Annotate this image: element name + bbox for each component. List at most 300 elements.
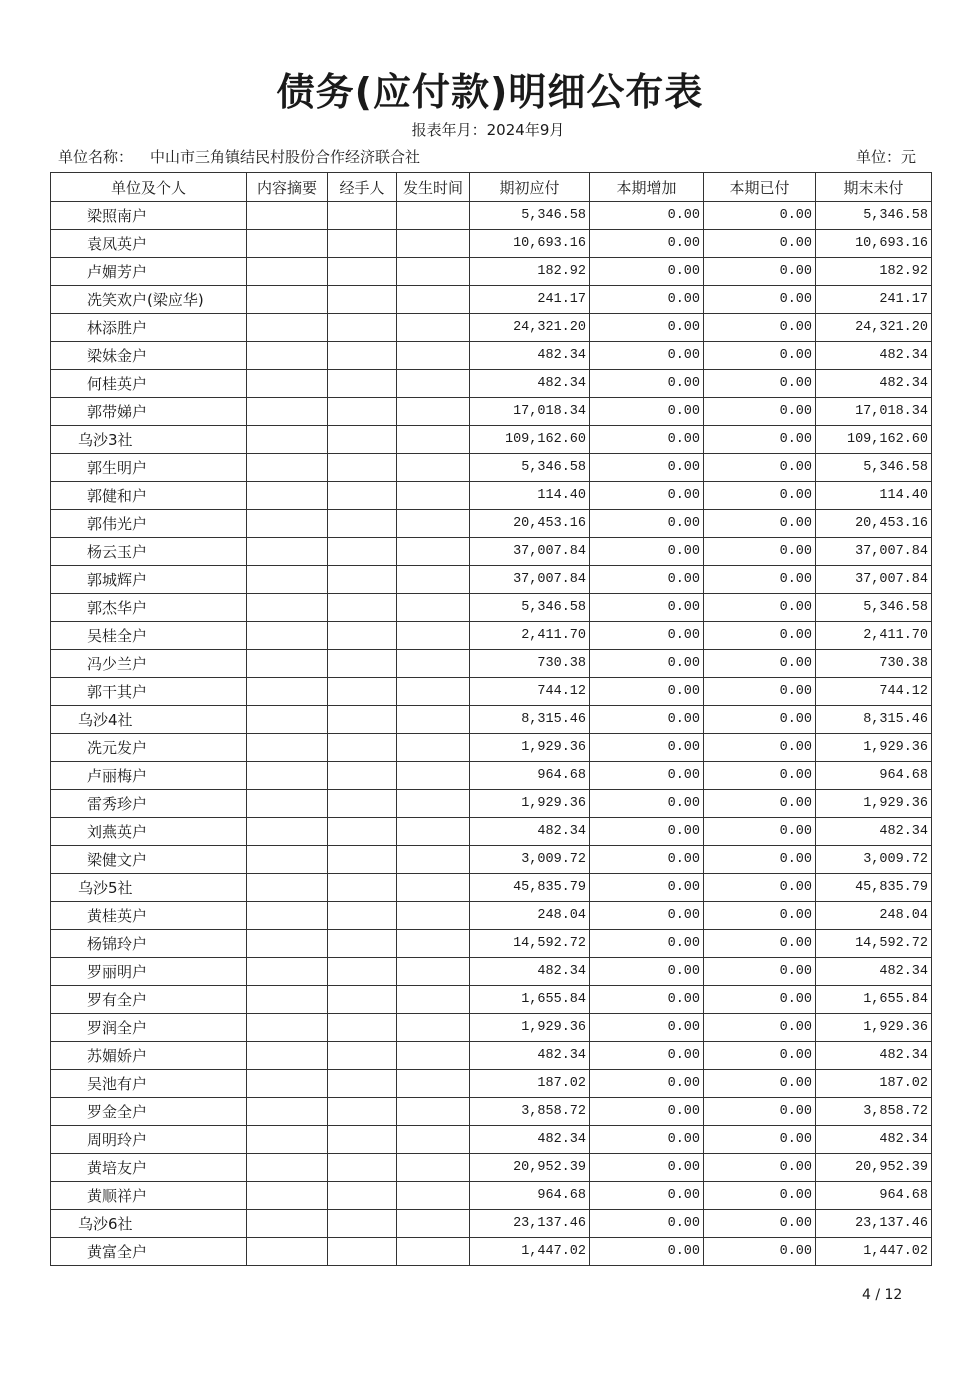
cell-name: 吴桂全户 [51, 622, 247, 650]
cell-date [397, 902, 470, 930]
cell-opening-payable: 1,929.36 [470, 790, 590, 818]
table-row [51, 398, 932, 426]
cell-closing-unpaid: 182.92 [816, 258, 932, 286]
cell-handler [328, 706, 397, 734]
cell-handler [328, 1070, 397, 1098]
table-row [51, 762, 932, 790]
cell-closing-unpaid: 482.34 [816, 370, 932, 398]
cell-opening-payable: 482.34 [470, 1126, 590, 1154]
cell-handler [328, 650, 397, 678]
cell-current-paid: 0.00 [704, 790, 816, 818]
cell-current-increase: 0.00 [590, 566, 704, 594]
cell-name: 黄桂英户 [51, 902, 247, 930]
table-row [51, 286, 932, 314]
cell-closing-unpaid: 964.68 [816, 1182, 932, 1210]
cell-date [397, 818, 470, 846]
cell-current-increase: 0.00 [590, 1238, 704, 1266]
cell-current-paid: 0.00 [704, 846, 816, 874]
cell-summary [247, 258, 328, 286]
cell-current-paid: 0.00 [704, 762, 816, 790]
cell-opening-payable: 45,835.79 [470, 874, 590, 902]
cell-handler [328, 734, 397, 762]
cell-current-increase: 0.00 [590, 482, 704, 510]
table-row [51, 1238, 932, 1266]
cell-current-paid: 0.00 [704, 426, 816, 454]
cell-current-increase: 0.00 [590, 202, 704, 230]
cell-current-increase: 0.00 [590, 286, 704, 314]
cell-name: 罗润全户 [51, 1014, 247, 1042]
cell-current-increase: 0.00 [590, 1098, 704, 1126]
table-row [51, 314, 932, 342]
table-row [51, 846, 932, 874]
table-row [51, 370, 932, 398]
header-handler: 经手人 [328, 173, 397, 202]
cell-current-paid: 0.00 [704, 510, 816, 538]
cell-current-paid: 0.00 [704, 678, 816, 706]
cell-date [397, 286, 470, 314]
cell-date [397, 958, 470, 986]
cell-closing-unpaid: 482.34 [816, 1126, 932, 1154]
cell-date [397, 1098, 470, 1126]
cell-date [397, 1238, 470, 1266]
cell-current-increase: 0.00 [590, 1014, 704, 1042]
report-period: 报表年月：2024年9月 [411, 121, 565, 139]
cell-name: 林添胜户 [51, 314, 247, 342]
cell-closing-unpaid: 37,007.84 [816, 538, 932, 566]
group-subtotal-row [51, 426, 932, 454]
cell-current-increase: 0.00 [590, 846, 704, 874]
cell-name: 杨云玉户 [51, 538, 247, 566]
cell-closing-unpaid: 5,346.58 [816, 594, 932, 622]
cell-summary [247, 1070, 328, 1098]
cell-opening-payable: 37,007.84 [470, 566, 590, 594]
cell-current-increase: 0.00 [590, 678, 704, 706]
cell-handler [328, 202, 397, 230]
cell-handler [328, 846, 397, 874]
unit-name-line [58, 148, 420, 167]
cell-handler [328, 874, 397, 902]
cell-name: 罗金全户 [51, 1098, 247, 1126]
cell-current-paid: 0.00 [704, 286, 816, 314]
table-row [51, 958, 932, 986]
table-row [51, 818, 932, 846]
cell-summary [247, 594, 328, 622]
cell-name: 乌沙6社 [51, 1210, 247, 1238]
cell-summary [247, 1042, 328, 1070]
cell-closing-unpaid: 1,655.84 [816, 986, 932, 1014]
cell-handler [328, 566, 397, 594]
cell-handler [328, 398, 397, 426]
cell-current-paid: 0.00 [704, 874, 816, 902]
cell-name: 乌沙4社 [51, 706, 247, 734]
cell-current-paid: 0.00 [704, 902, 816, 930]
cell-summary [247, 678, 328, 706]
cell-handler [328, 1154, 397, 1182]
cell-current-increase: 0.00 [590, 258, 704, 286]
table-row [51, 678, 932, 706]
cell-closing-unpaid: 23,137.46 [816, 1210, 932, 1238]
cell-name: 乌沙5社 [51, 874, 247, 902]
cell-closing-unpaid: 5,346.58 [816, 454, 932, 482]
currency-unit: 单位：元 [856, 148, 917, 166]
cell-name: 郭伟光户 [51, 510, 247, 538]
cell-date [397, 1042, 470, 1070]
cell-opening-payable: 1,655.84 [470, 986, 590, 1014]
cell-date [397, 370, 470, 398]
header-unit-or-person: 单位及个人 [51, 173, 247, 202]
cell-current-increase: 0.00 [590, 734, 704, 762]
cell-date [397, 426, 470, 454]
cell-name: 乌沙3社 [51, 426, 247, 454]
header-date: 发生时间 [397, 173, 470, 202]
group-subtotal-row [51, 706, 932, 734]
header-current-paid: 本期已付 [704, 173, 816, 202]
cell-current-paid: 0.00 [704, 650, 816, 678]
unit-name-label: 单位名称： [58, 148, 134, 166]
cell-name: 郭杰华户 [51, 594, 247, 622]
cell-handler [328, 370, 397, 398]
cell-handler [328, 1126, 397, 1154]
table-row [51, 902, 932, 930]
cell-opening-payable: 14,592.72 [470, 930, 590, 958]
cell-name: 梁妹金户 [51, 342, 247, 370]
cell-closing-unpaid: 1,929.36 [816, 734, 932, 762]
cell-summary [247, 734, 328, 762]
cell-closing-unpaid: 1,929.36 [816, 1014, 932, 1042]
table-row [51, 790, 932, 818]
cell-summary [247, 762, 328, 790]
cell-name: 黄顺祥户 [51, 1182, 247, 1210]
cell-handler [328, 1042, 397, 1070]
cell-current-increase: 0.00 [590, 426, 704, 454]
cell-name: 罗有全户 [51, 986, 247, 1014]
cell-handler [328, 538, 397, 566]
cell-opening-payable: 37,007.84 [470, 538, 590, 566]
cell-summary [247, 1182, 328, 1210]
cell-opening-payable: 23,137.46 [470, 1210, 590, 1238]
cell-current-paid: 0.00 [704, 1098, 816, 1126]
cell-summary [247, 1238, 328, 1266]
cell-handler [328, 454, 397, 482]
cell-handler [328, 678, 397, 706]
cell-current-paid: 0.00 [704, 370, 816, 398]
cell-current-paid: 0.00 [704, 594, 816, 622]
cell-summary [247, 986, 328, 1014]
cell-date [397, 790, 470, 818]
cell-handler [328, 258, 397, 286]
cell-current-increase: 0.00 [590, 762, 704, 790]
cell-date [397, 202, 470, 230]
table-row [51, 1070, 932, 1098]
table-row [51, 1098, 932, 1126]
cell-date [397, 566, 470, 594]
cell-summary [247, 566, 328, 594]
cell-handler [328, 622, 397, 650]
cell-closing-unpaid: 109,162.60 [816, 426, 932, 454]
cell-current-increase: 0.00 [590, 1182, 704, 1210]
cell-opening-payable: 1,447.02 [470, 1238, 590, 1266]
cell-current-increase: 0.00 [590, 1210, 704, 1238]
cell-handler [328, 818, 397, 846]
cell-opening-payable: 109,162.60 [470, 426, 590, 454]
cell-closing-unpaid: 730.38 [816, 650, 932, 678]
cell-current-paid: 0.00 [704, 1014, 816, 1042]
table-row [51, 1154, 932, 1182]
cell-current-paid: 0.00 [704, 1042, 816, 1070]
cell-name: 梁照南户 [51, 202, 247, 230]
cell-name: 吴池有户 [51, 1070, 247, 1098]
cell-opening-payable: 17,018.34 [470, 398, 590, 426]
cell-closing-unpaid: 482.34 [816, 1042, 932, 1070]
cell-summary [247, 706, 328, 734]
cell-current-increase: 0.00 [590, 398, 704, 426]
cell-name: 郭干其户 [51, 678, 247, 706]
group-subtotal-row [51, 874, 932, 902]
cell-name: 周明玲户 [51, 1126, 247, 1154]
cell-date [397, 454, 470, 482]
cell-summary [247, 902, 328, 930]
cell-current-increase: 0.00 [590, 1070, 704, 1098]
cell-opening-payable: 3,009.72 [470, 846, 590, 874]
cell-closing-unpaid: 37,007.84 [816, 566, 932, 594]
cell-handler [328, 1238, 397, 1266]
cell-closing-unpaid: 482.34 [816, 342, 932, 370]
cell-current-increase: 0.00 [590, 1154, 704, 1182]
cell-summary [247, 1098, 328, 1126]
cell-closing-unpaid: 744.12 [816, 678, 932, 706]
cell-handler [328, 1210, 397, 1238]
cell-date [397, 482, 470, 510]
cell-summary [247, 230, 328, 258]
cell-summary [247, 454, 328, 482]
cell-closing-unpaid: 8,315.46 [816, 706, 932, 734]
cell-closing-unpaid: 248.04 [816, 902, 932, 930]
cell-handler [328, 1014, 397, 1042]
cell-opening-payable: 20,952.39 [470, 1154, 590, 1182]
cell-summary [247, 1154, 328, 1182]
cell-current-paid: 0.00 [704, 230, 816, 258]
cell-summary [247, 510, 328, 538]
cell-date [397, 1210, 470, 1238]
cell-summary [247, 622, 328, 650]
cell-date [397, 258, 470, 286]
cell-closing-unpaid: 2,411.70 [816, 622, 932, 650]
cell-handler [328, 286, 397, 314]
table-row [51, 1126, 932, 1154]
cell-date [397, 650, 470, 678]
cell-opening-payable: 248.04 [470, 902, 590, 930]
cell-summary [247, 874, 328, 902]
table-row [51, 1042, 932, 1070]
cell-opening-payable: 20,453.16 [470, 510, 590, 538]
cell-current-paid: 0.00 [704, 454, 816, 482]
cell-current-increase: 0.00 [590, 314, 704, 342]
cell-date [397, 986, 470, 1014]
cell-summary [247, 202, 328, 230]
cell-date [397, 1014, 470, 1042]
cell-summary [247, 286, 328, 314]
cell-summary [247, 538, 328, 566]
cell-closing-unpaid: 964.68 [816, 762, 932, 790]
cell-closing-unpaid: 482.34 [816, 958, 932, 986]
table-row [51, 202, 932, 230]
table-body [51, 202, 932, 1266]
cell-current-paid: 0.00 [704, 986, 816, 1014]
cell-opening-payable: 482.34 [470, 1042, 590, 1070]
cell-name: 杨锦玲户 [51, 930, 247, 958]
cell-name: 袁凤英户 [51, 230, 247, 258]
unit-name: 中山市三角镇结民村股份合作经济联合社 [150, 148, 421, 166]
cell-current-paid: 0.00 [704, 258, 816, 286]
cell-summary [247, 370, 328, 398]
group-subtotal-row [51, 1210, 932, 1238]
cell-current-paid: 0.00 [704, 538, 816, 566]
cell-date [397, 594, 470, 622]
cell-handler [328, 986, 397, 1014]
cell-date [397, 930, 470, 958]
cell-current-paid: 0.00 [704, 202, 816, 230]
cell-current-increase: 0.00 [590, 230, 704, 258]
cell-current-paid: 0.00 [704, 622, 816, 650]
cell-current-increase: 0.00 [590, 594, 704, 622]
cell-name: 何桂英户 [51, 370, 247, 398]
table-row [51, 454, 932, 482]
cell-closing-unpaid: 187.02 [816, 1070, 932, 1098]
cell-current-increase: 0.00 [590, 342, 704, 370]
cell-current-increase: 0.00 [590, 1042, 704, 1070]
cell-handler [328, 510, 397, 538]
cell-name: 刘燕英户 [51, 818, 247, 846]
cell-handler [328, 930, 397, 958]
cell-name: 卢丽梅户 [51, 762, 247, 790]
cell-current-paid: 0.00 [704, 1182, 816, 1210]
header-opening-payable: 期初应付 [470, 173, 590, 202]
cell-date [397, 622, 470, 650]
cell-date [397, 678, 470, 706]
cell-date [397, 398, 470, 426]
cell-current-paid: 0.00 [704, 706, 816, 734]
cell-opening-payable: 1,929.36 [470, 1014, 590, 1042]
cell-current-paid: 0.00 [704, 1126, 816, 1154]
cell-closing-unpaid: 3,858.72 [816, 1098, 932, 1126]
cell-summary [247, 650, 328, 678]
cell-name: 苏媚娇户 [51, 1042, 247, 1070]
cell-current-paid: 0.00 [704, 342, 816, 370]
cell-name: 郭健和户 [51, 482, 247, 510]
cell-opening-payable: 5,346.58 [470, 202, 590, 230]
cell-summary [247, 818, 328, 846]
cell-handler [328, 314, 397, 342]
cell-current-increase: 0.00 [590, 538, 704, 566]
cell-opening-payable: 744.12 [470, 678, 590, 706]
cell-current-increase: 0.00 [590, 902, 704, 930]
cell-opening-payable: 2,411.70 [470, 622, 590, 650]
cell-name: 雷秀珍户 [51, 790, 247, 818]
cell-closing-unpaid: 14,592.72 [816, 930, 932, 958]
cell-opening-payable: 482.34 [470, 958, 590, 986]
cell-name: 冼笑欢户(梁应华) [51, 286, 247, 314]
cell-current-increase: 0.00 [590, 370, 704, 398]
cell-name: 罗丽明户 [51, 958, 247, 986]
cell-current-paid: 0.00 [704, 734, 816, 762]
cell-summary [247, 398, 328, 426]
cell-name: 郭城辉户 [51, 566, 247, 594]
cell-current-paid: 0.00 [704, 314, 816, 342]
cell-opening-payable: 3,858.72 [470, 1098, 590, 1126]
cell-date [397, 342, 470, 370]
cell-closing-unpaid: 3,009.72 [816, 846, 932, 874]
cell-date [397, 1070, 470, 1098]
cell-current-paid: 0.00 [704, 398, 816, 426]
cell-current-paid: 0.00 [704, 1154, 816, 1182]
cell-summary [247, 1014, 328, 1042]
table-row [51, 622, 932, 650]
cell-current-increase: 0.00 [590, 958, 704, 986]
cell-opening-payable: 10,693.16 [470, 230, 590, 258]
cell-handler [328, 594, 397, 622]
cell-opening-payable: 964.68 [470, 1182, 590, 1210]
cell-summary [247, 342, 328, 370]
table-row [51, 230, 932, 258]
cell-closing-unpaid: 20,952.39 [816, 1154, 932, 1182]
cell-opening-payable: 964.68 [470, 762, 590, 790]
cell-current-increase: 0.00 [590, 930, 704, 958]
cell-date [397, 762, 470, 790]
cell-current-increase: 0.00 [590, 454, 704, 482]
cell-current-paid: 0.00 [704, 566, 816, 594]
cell-current-increase: 0.00 [590, 1126, 704, 1154]
cell-handler [328, 1098, 397, 1126]
cell-handler [328, 958, 397, 986]
cell-summary [247, 930, 328, 958]
cell-current-increase: 0.00 [590, 986, 704, 1014]
cell-current-paid: 0.00 [704, 818, 816, 846]
page-title: 债务(应付款)明细公布表 [276, 70, 704, 114]
table-row [51, 482, 932, 510]
cell-opening-payable: 482.34 [470, 818, 590, 846]
table-row [51, 594, 932, 622]
cell-handler [328, 790, 397, 818]
cell-opening-payable: 114.40 [470, 482, 590, 510]
cell-opening-payable: 8,315.46 [470, 706, 590, 734]
cell-name: 郭带娣户 [51, 398, 247, 426]
cell-date [397, 734, 470, 762]
cell-current-paid: 0.00 [704, 1070, 816, 1098]
cell-closing-unpaid: 114.40 [816, 482, 932, 510]
cell-current-increase: 0.00 [590, 706, 704, 734]
header-current-increase: 本期增加 [590, 173, 704, 202]
cell-closing-unpaid: 17,018.34 [816, 398, 932, 426]
cell-handler [328, 342, 397, 370]
cell-opening-payable: 482.34 [470, 342, 590, 370]
header-summary: 内容摘要 [247, 173, 328, 202]
cell-opening-payable: 182.92 [470, 258, 590, 286]
cell-date [397, 314, 470, 342]
cell-date [397, 874, 470, 902]
cell-summary [247, 482, 328, 510]
cell-date [397, 1126, 470, 1154]
cell-opening-payable: 1,929.36 [470, 734, 590, 762]
cell-date [397, 706, 470, 734]
cell-summary [247, 958, 328, 986]
cell-closing-unpaid: 1,447.02 [816, 1238, 932, 1266]
cell-summary [247, 790, 328, 818]
table-row [51, 566, 932, 594]
table-row [51, 1182, 932, 1210]
cell-current-paid: 0.00 [704, 482, 816, 510]
cell-name: 黄培友户 [51, 1154, 247, 1182]
cell-closing-unpaid: 24,321.20 [816, 314, 932, 342]
